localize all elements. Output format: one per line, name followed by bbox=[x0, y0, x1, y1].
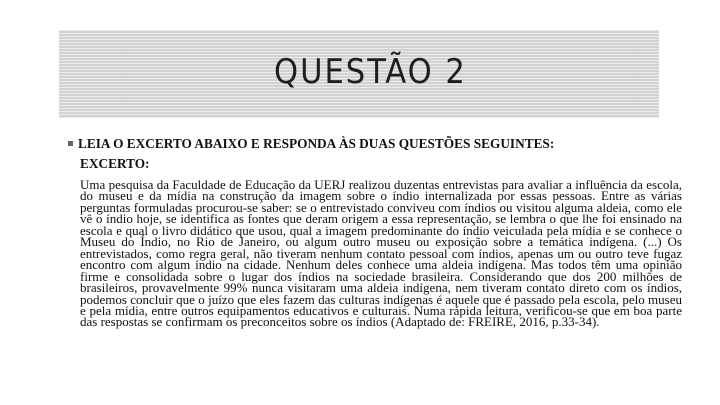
slide-title: QUESTÃO 2 bbox=[274, 52, 467, 92]
excerpt-label: EXCERTO: bbox=[80, 156, 150, 171]
bullet-square-icon bbox=[68, 141, 73, 146]
instruction-text: LEIA O EXCERTO ABAIXO E RESPONDA ÀS DUAS QUESTÕES SEGUINTES: bbox=[78, 136, 555, 151]
excerpt-paragraph: Uma pesquisa da Faculdade de Educação da UERJ realizou duzentas entrevistas para avaliar a influência da escola, do museu e da mídia na construção da imagem sobre o índio internalizada por essas pessoas. Entre as várias perguntas formuladas procurou-se saber: se o entrevistado conviveu com índios ou visitou alguma aldeia, como ele vê o índio hoje, se identifica as fontes que deram origem a essa representação, se lembra o que lhe foi ensinado na escola e qual o livro didático que usou, qual a imagem predominante do índio veiculada pela mídia e se conhece o Museu do Índio, no Rio de Janeiro, ou algum outro museu ou exposição sobre a temática indígena. (...) Os entrevistados, como regra geral, não tiveram nenhum contato pessoal com índios, apenas um ou outro teve fugaz encontro com algum índio na cidade. Nenhum deles conhece uma aldeia indígena. Mas todos têm uma opinião firme e consolidada sobre o lugar dos índios na sociedade brasileira. Considerando que dos 200 milhões de brasileiros, provavelmente 99% nunca visitaram uma aldeia indígena, nem tiveram contato direto com os índios, podemos concluir que o juízo que eles fazem das culturas indígenas é aquele que é passado pela escola, pelo museu e pela mídia, entre outros equipamentos educativos e culturais. Numa rápida leitura, verificou-se que em boa parte das respostas se confirmam os preconceitos sobre os índios (Adaptado de: FREIRE, 2016, p.33-34). bbox=[80, 177, 682, 330]
instruction-line bbox=[68, 136, 688, 152]
